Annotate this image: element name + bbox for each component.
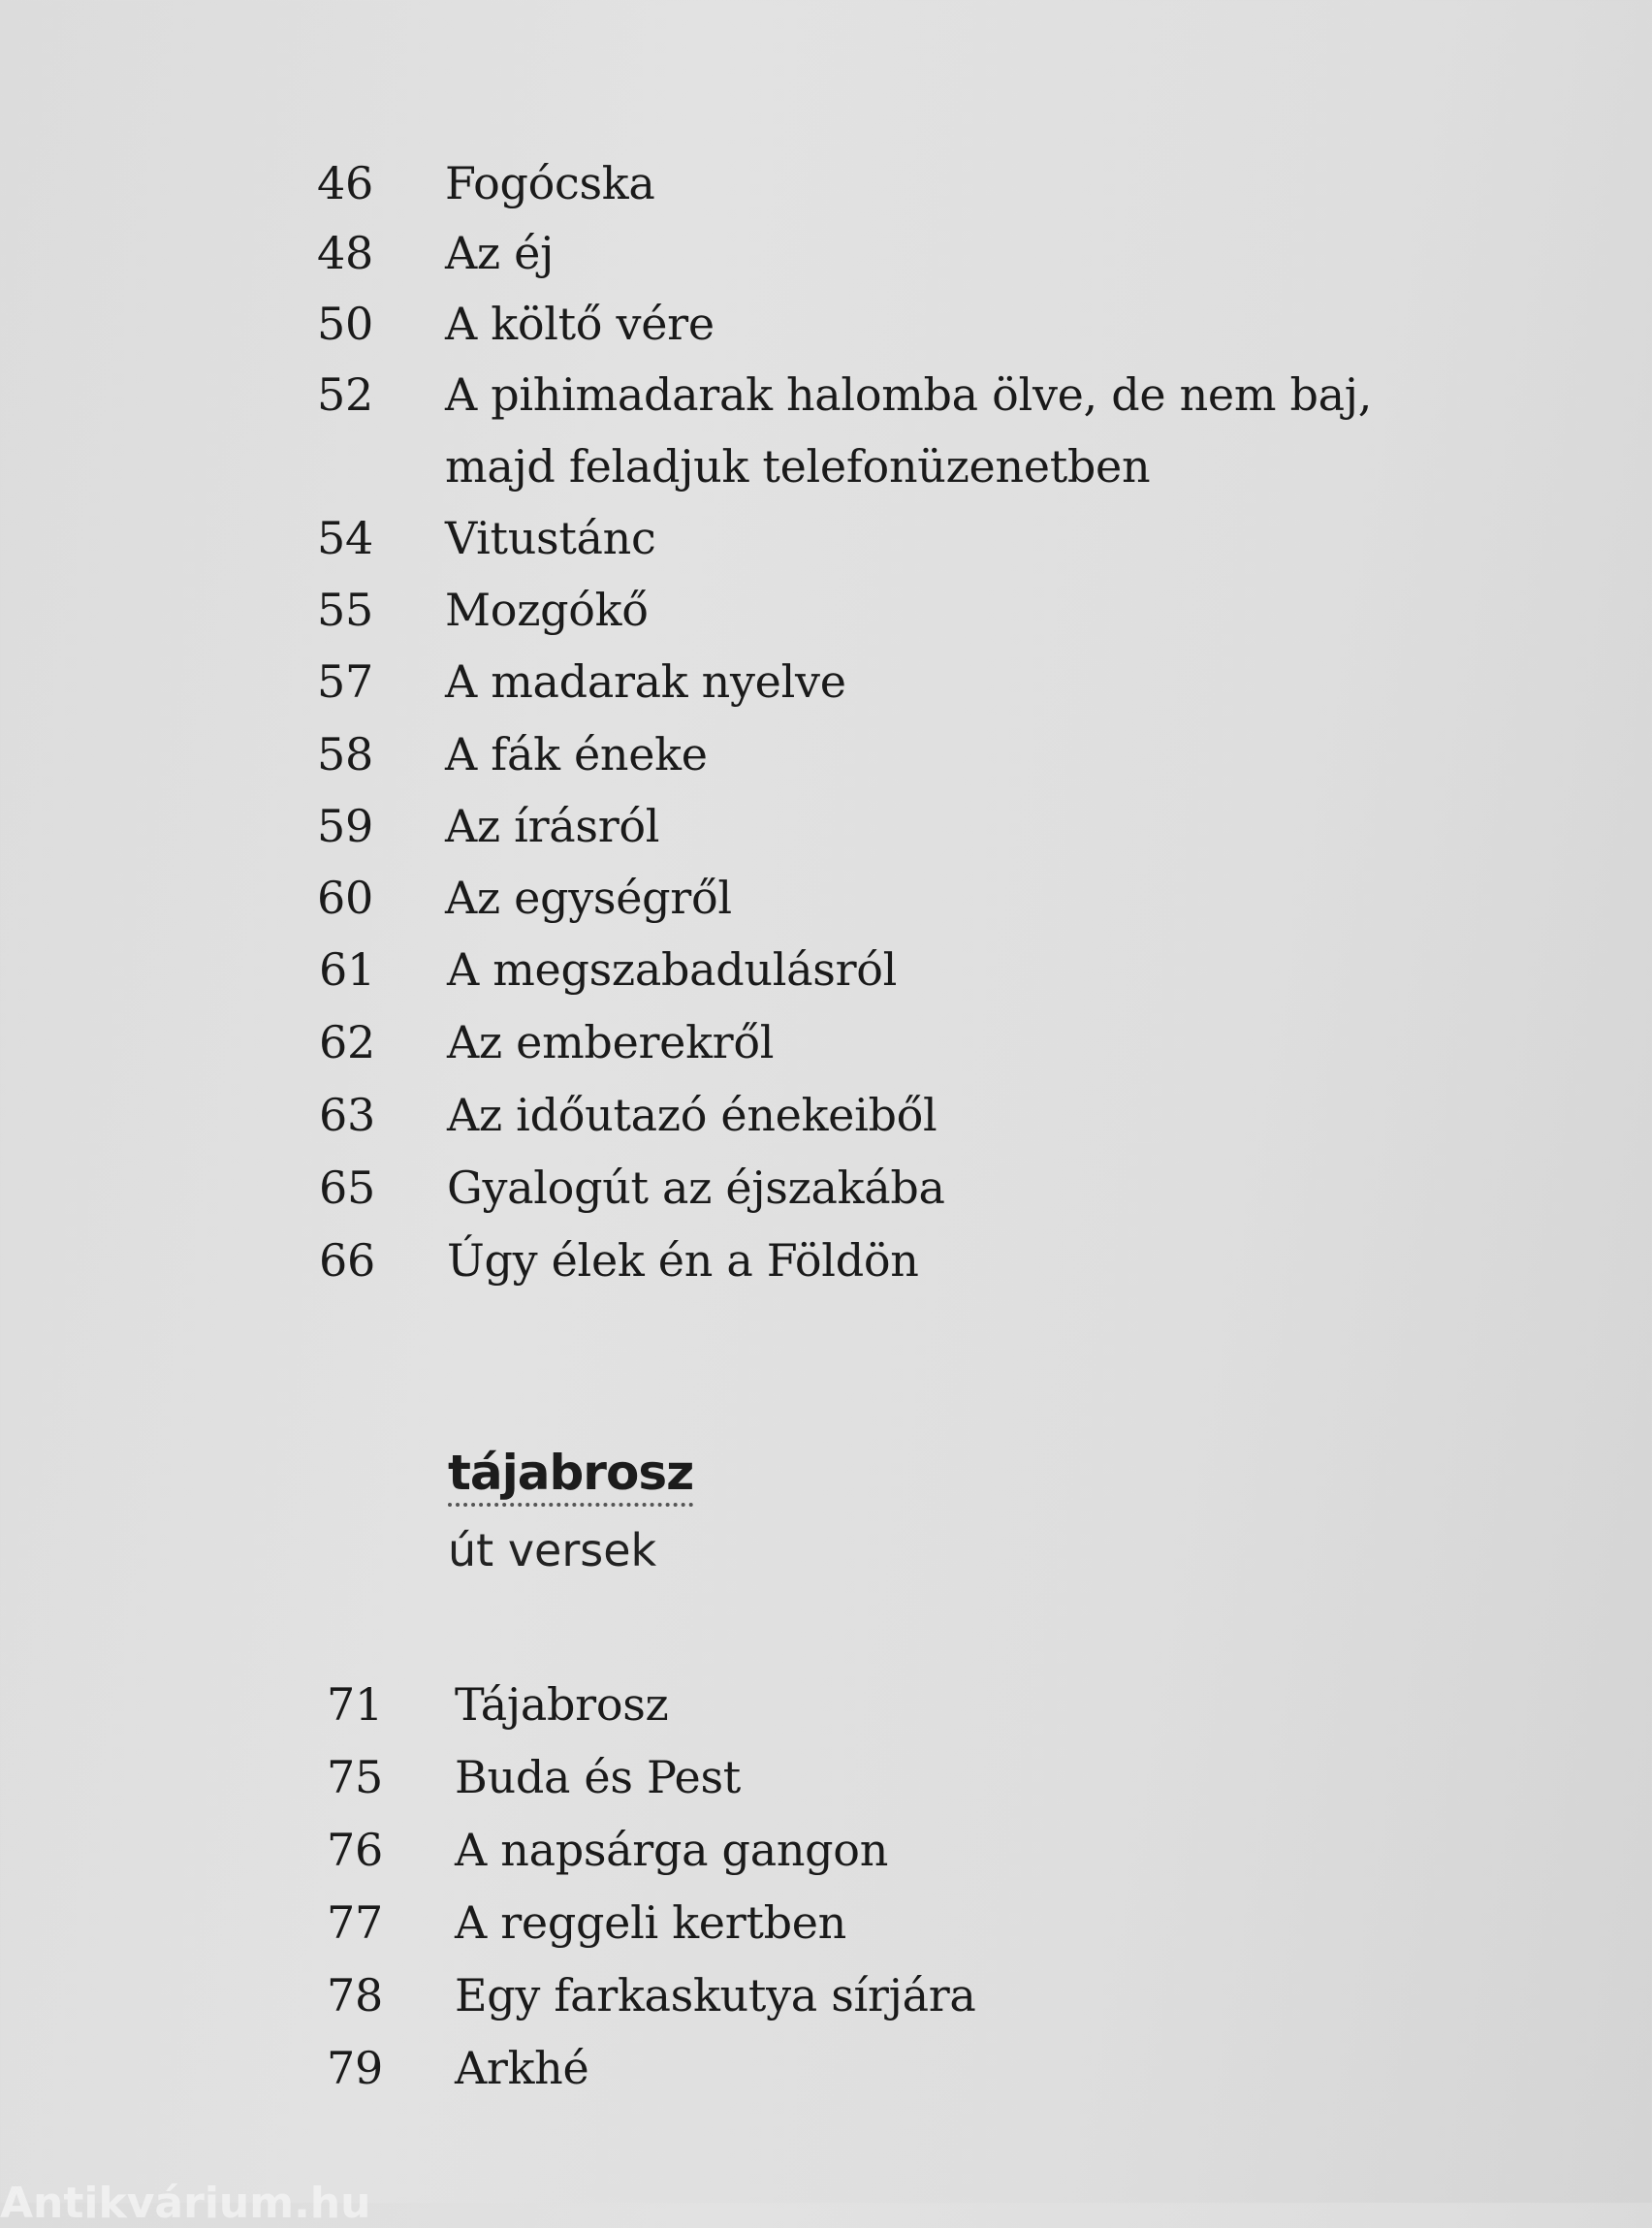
toc-page-number: 59: [317, 800, 373, 852]
toc-title-line: majd feladjuk telefonüzenetben: [445, 440, 1151, 493]
toc-title: Gyalogút az éjszakába: [447, 1162, 945, 1214]
toc-entry: [327, 1741, 1424, 1813]
toc-entry: [317, 502, 1414, 574]
toc-page-number: 52: [317, 368, 373, 421]
toc-title: A megszabadulásról: [447, 943, 898, 996]
toc-entry: [319, 934, 1416, 1005]
toc-entry: [319, 1152, 1416, 1224]
toc-entry: [317, 790, 1414, 862]
toc-title: A költő vére: [445, 298, 715, 350]
toc-entry: [319, 1079, 1416, 1151]
toc-title: Az éj: [445, 227, 555, 279]
toc-entry: [317, 574, 1414, 646]
toc-page-number: 66: [319, 1234, 375, 1287]
watermark: Antikvárium.hu: [0, 2179, 371, 2228]
toc-title: Az emberekről: [447, 1016, 775, 1068]
toc-page-number: 79: [327, 2042, 383, 2094]
toc-entry: [317, 359, 1414, 502]
toc-title: Úgy élek én a Földön: [447, 1234, 919, 1287]
toc-title: Az egységről: [445, 872, 732, 924]
toc-title: Buda és Pest: [455, 1751, 741, 1803]
toc-entry: [317, 147, 1414, 219]
toc-title-line: A pihimadarak halomba ölve, de nem baj,: [445, 368, 1373, 421]
toc-page-number: 60: [317, 872, 373, 924]
toc-title: Egy farkaskutya sírjára: [455, 1969, 976, 2021]
toc-page-number: 48: [317, 227, 373, 279]
toc-entry: [317, 718, 1414, 790]
toc-entry: [327, 2032, 1424, 2104]
toc-entry: [317, 862, 1414, 934]
toc-page-number: 57: [317, 655, 373, 708]
toc-page-number: 62: [319, 1016, 375, 1068]
toc-title: A fák éneke: [445, 728, 708, 780]
section-heading: tájabrosz: [448, 1445, 693, 1507]
toc-page-number: 61: [319, 943, 375, 996]
toc-entry: [317, 217, 1414, 289]
toc-page-number: 55: [317, 584, 373, 636]
toc-entry: [317, 288, 1414, 360]
toc-page-number: 76: [327, 1824, 383, 1876]
toc-title: A reggeli kertben: [455, 1896, 846, 1949]
toc-page-number: 77: [327, 1896, 383, 1949]
toc-entry: [327, 1887, 1424, 1958]
toc-title: Fogócska: [445, 157, 655, 209]
toc-title: Mozgókő: [445, 584, 649, 636]
toc-title: A madarak nyelve: [445, 655, 846, 708]
toc-title: [445, 359, 1414, 502]
toc-page-number: 54: [317, 512, 373, 564]
toc-title: Arkhé: [455, 2042, 589, 2094]
toc-entry: [319, 1225, 1416, 1296]
toc-entry: [317, 646, 1414, 717]
toc-title: Az időutazó énekeiből: [447, 1089, 937, 1141]
toc-page-number: 46: [317, 157, 373, 209]
toc-page-number: 63: [319, 1089, 375, 1141]
toc-title: A napsárga gangon: [455, 1824, 889, 1876]
toc-title: Az írásról: [445, 800, 660, 852]
toc-page-number: 65: [319, 1162, 375, 1214]
toc-page-number: 58: [317, 728, 373, 780]
section-subtitle: út versek: [448, 1524, 657, 1576]
toc-entry: [327, 1959, 1424, 2031]
toc-title: Tájabrosz: [455, 1678, 669, 1731]
toc-entry: [319, 1006, 1416, 1078]
toc-page-number: 71: [327, 1678, 383, 1731]
toc-entry: [327, 1814, 1424, 1886]
toc-title: Vitustánc: [445, 512, 656, 564]
toc-page-number: 78: [327, 1969, 383, 2021]
toc-page-number: 75: [327, 1751, 383, 1803]
toc-page-number: 50: [317, 298, 373, 350]
toc-entry: [327, 1669, 1424, 1740]
